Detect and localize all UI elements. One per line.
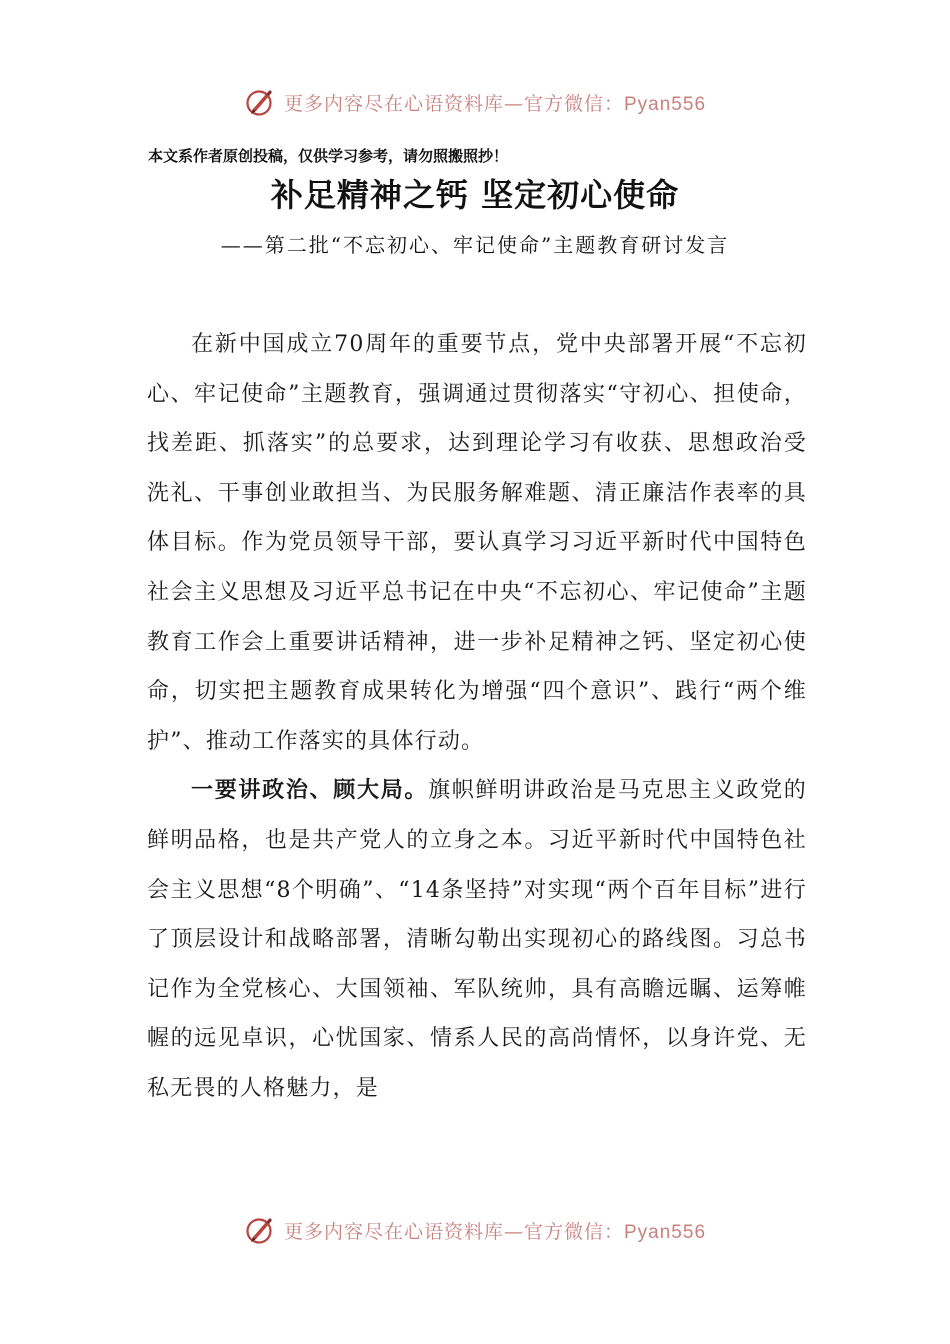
watermark-inner	[244, 86, 706, 118]
paragraph-text: 在新中国成立70周年的重要节点，党中央部署开展“不忘初心、牢记使命”主题教育，强调通过贯彻落实“守初心、担使命，找差距、抓落实”的总要求，达到理论学习有收获、思想政治受洗礼、干事创业敢担当、为民服务解难题、清正廉洁作表率的具体目标。作为党员领导干部，要认真学习习近平新时代中国特色社会主义思想及习近平总书记在中央“不忘初心、牢记使命”主题教育工作会上重要讲话精神，进一步补足精神之钙、坚定初心使命，切实把主题教育成果转化为增强“四个意识”、践行“两个维护”、推动工作落实的具体行动。	[147, 332, 807, 754]
document-body	[147, 320, 807, 1114]
watermark-wechat-id: Pyan556	[624, 1221, 707, 1243]
body-paragraph-2	[147, 766, 807, 1113]
watermark-text-cn: 更多内容尽在心语资料库—官方微信：	[283, 92, 624, 115]
document-title: 补足精神之钙 坚定初心使命	[270, 176, 680, 214]
header-watermark	[0, 80, 950, 124]
watermark-inner	[244, 1214, 706, 1246]
body-paragraph-1	[147, 320, 807, 766]
paragraph-lead: 一要讲政治、顾大局。	[191, 778, 429, 804]
watermark-text	[284, 89, 706, 116]
footer-watermark	[0, 1208, 950, 1252]
copyright-notice: 本文系作者原创投稿，仅供学习参考，请勿照搬照抄！	[148, 147, 509, 165]
pen-circle-logo-icon	[244, 86, 276, 118]
watermark-text	[284, 1217, 706, 1244]
watermark-text-cn: 更多内容尽在心语资料库—官方微信：	[283, 1220, 624, 1243]
document-subtitle: ——第二批“不忘初心、牢记使命”主题教育研讨发言	[220, 233, 730, 257]
watermark-wechat-id: Pyan556	[624, 93, 707, 115]
paragraph-text: 旗帜鲜明讲政治是马克思主义政党的鲜明品格，也是共产党人的立身之本。习近平新时代中国特色社会主义思想“8个明确”、“14条坚持”对实现“两个百年目标”进行了顶层设计和战略部署，清晰勾勒出实现初心的路线图。习总书记作为全党核心、大国领袖、军队统帅，具有高瞻远瞩、运筹帷幄的远见卓识，心忧国家、情系人民的高尚情怀，以身许党、无私无畏的人格魅力，是	[147, 778, 807, 1101]
pen-circle-logo-icon	[244, 1214, 276, 1246]
